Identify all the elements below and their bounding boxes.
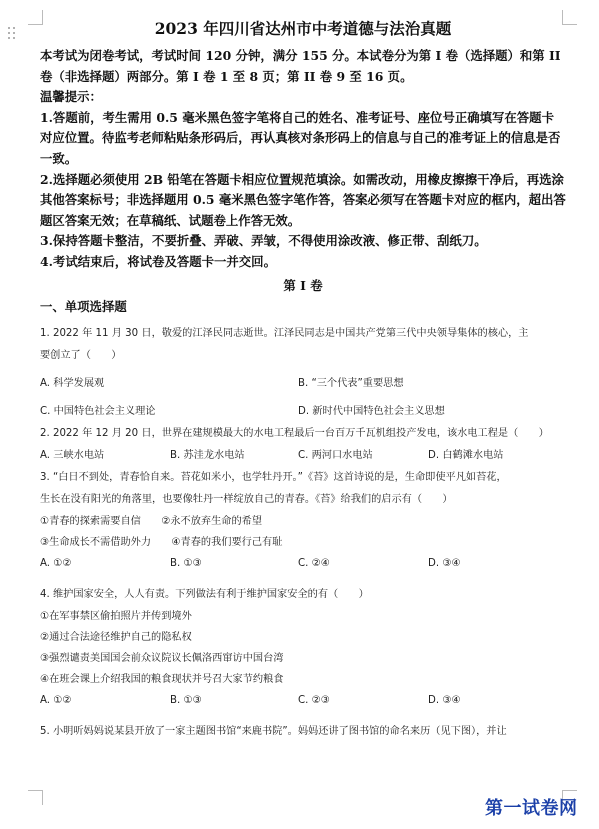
question-stem-line: 要创立了（ ） xyxy=(40,349,122,361)
tip-3: 3.保持答题卡整洁，不要折叠、弄破、弄皱，不得使用涂改液、修正带、刮纸刀。 xyxy=(40,233,487,249)
question-2 xyxy=(40,423,566,467)
statement-line: ③生命成长不需借助外力 ④青春的我们要行己有耻 xyxy=(40,536,283,548)
document-title: 2023 年四川省达州市中考道德与法治真题 xyxy=(154,19,452,38)
drag-handle-icon[interactable] xyxy=(8,27,16,39)
question-4 xyxy=(40,584,566,712)
option-a: A. 科学发展观 xyxy=(40,377,105,389)
option-d: D. 白鹤滩水电站 xyxy=(428,449,504,461)
statement-line: ③强烈谴责美国国会前众议院议长佩洛西窜访中国台湾 xyxy=(40,652,284,664)
option-d: D. 新时代中国特色社会主义思想 xyxy=(298,405,445,417)
question-stem-line: 4. 维护国家安全，人人有责。下列做法有利于维护国家安全的有（ ） xyxy=(40,588,369,600)
option-a: A. ①② xyxy=(40,694,72,706)
tip-4: 4.考试结束后，将试卷及答题卡一并交回。 xyxy=(40,253,276,269)
tip-2: 2.选择题必须使用 2B 铅笔在答题卡相应位置规范填涂。如需改动，用橡皮擦擦干净后，再选涂其他答案标号；非选择题用 0.5 毫米黑色签字笔作答，答案必须写在答题卡对应的框内，超出答题区答案无效；在草稿纸、试题卷上作答无效。 xyxy=(40,171,566,228)
option-c: C. 中国特色社会主义理论 xyxy=(40,405,156,417)
crop-mark-bottom-left xyxy=(28,790,43,805)
question-5 xyxy=(40,721,566,743)
tip-1: 1.答题前，考生需用 0.5 毫米黑色签字笔将自己的姓名、准考证号、座位号正确填写在答题卡对应位置。待监考老师粘贴条形码后，再认真核对条形码上的信息与自己的准考证上的信息是否一致。 xyxy=(40,109,561,166)
question-1 xyxy=(40,323,566,423)
statement-line: ②通过合法途径维护自己的隐私权 xyxy=(40,631,192,643)
statement-line: ①青春的探索需要自信 ②永不放弃生命的希望 xyxy=(40,515,263,527)
option-d: D. ③④ xyxy=(428,694,461,706)
part-heading: 第 I 卷 xyxy=(283,277,323,293)
exam-intro: 本考试为闭卷考试，考试时间 120 分钟，满分 155 分。本试卷分为第 I 卷（选择题）和第 II 卷（非选择题）两部分。第 I 卷 1 至 8 页；第 II 卷 9 至 16 页。 xyxy=(40,48,561,84)
section-heading: 一、单项选择题 xyxy=(40,298,127,314)
question-stem-line: 3. “白日不到处，青春恰自来。苔花如米小，也学牡丹开。”《苔》这首诗说的是，生命即使平凡如苔花， xyxy=(40,471,507,483)
option-d: D. ③④ xyxy=(428,557,461,569)
question-stem-line: 1. 2022 年 11 月 30 日，敬爱的江泽民同志逝世。江泽民同志是中国共产党第三代中央领导集体的核心，主 xyxy=(40,327,529,339)
option-a: A. ①② xyxy=(40,557,72,569)
statement-line: ④在班会课上介绍我国的粮食现状并号召大家节约粮食 xyxy=(40,673,284,685)
option-c: C. ②④ xyxy=(298,557,330,569)
option-c: C. ②③ xyxy=(298,694,330,706)
question-stem-line: 5. 小明听妈妈说某县开放了一家主题图书馆“来鹿书院”。妈妈还讲了图书馆的命名来历（见下图），并让 xyxy=(40,725,507,737)
statement-line: ①在军事禁区偷拍照片并传到境外 xyxy=(40,610,192,622)
question-3 xyxy=(40,467,566,575)
site-watermark: 第一试卷网 xyxy=(485,798,578,819)
option-a: A. 三峡水电站 xyxy=(40,449,105,461)
option-c: C. 两河口水电站 xyxy=(298,449,373,461)
document-body xyxy=(40,18,566,743)
option-b: B. ①③ xyxy=(170,557,202,569)
question-stem-line: 生长在没有阳光的角落里，也要像牡丹一样绽放自己的青春。《苔》给我们的启示有（ ） xyxy=(40,493,453,505)
option-b: B. ①③ xyxy=(170,694,202,706)
tips-heading: 温馨提示： xyxy=(40,89,102,105)
option-b: B. “三个代表”重要思想 xyxy=(298,377,404,389)
question-stem-line: 2. 2022 年 12 月 20 日，世界在建规模最大的水电工程最后一台百万千瓦机组投产发电，该水电工程是（ ） xyxy=(40,427,549,439)
option-b: B. 苏洼龙水电站 xyxy=(170,449,245,461)
